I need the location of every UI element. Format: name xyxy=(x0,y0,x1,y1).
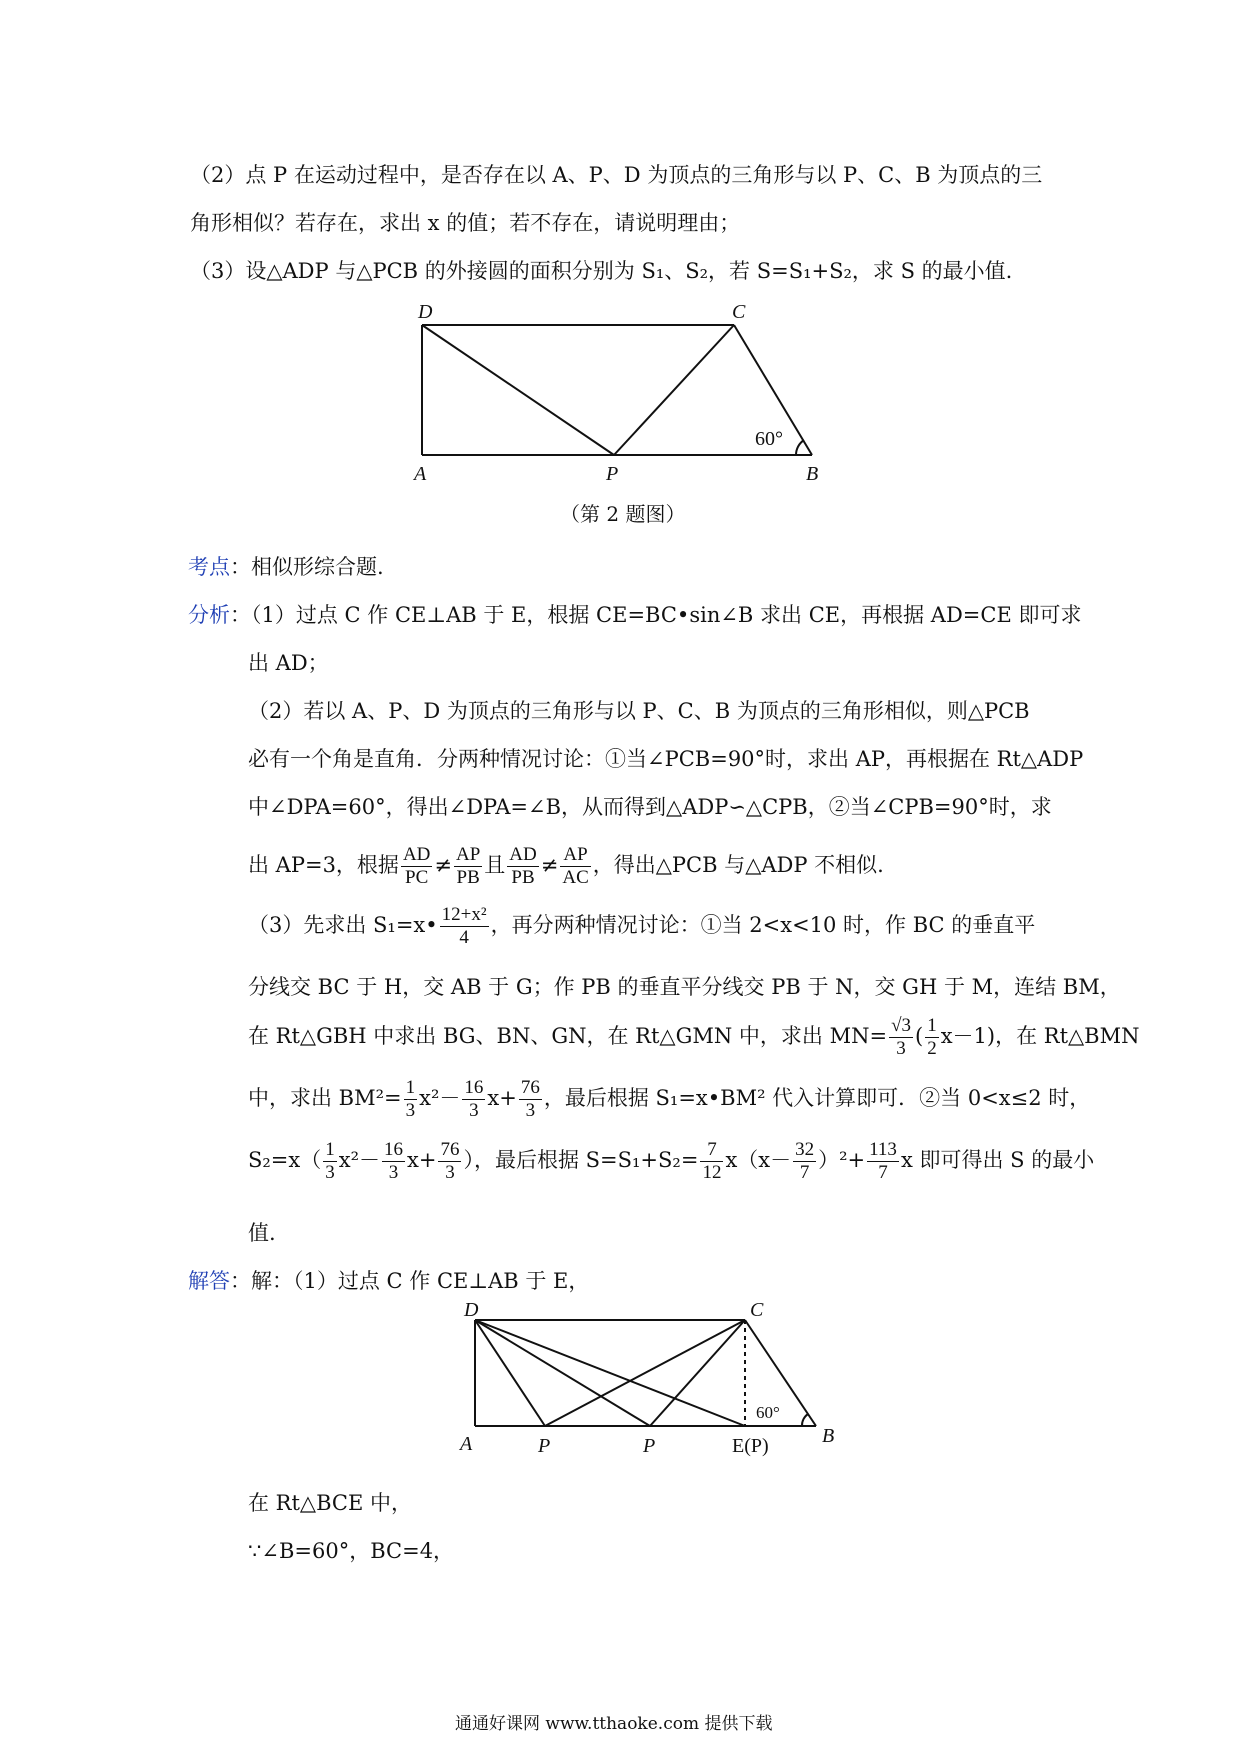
fenxi-line-1 xyxy=(188,600,1081,630)
label-A: A xyxy=(460,1433,473,1455)
fraction-numerator: √3 xyxy=(891,1015,911,1036)
label-B: B xyxy=(822,1425,835,1447)
fraction-32-7 xyxy=(793,1139,816,1184)
fraction-numerator: AP xyxy=(456,844,481,865)
fenxi-label: 分析 xyxy=(188,603,230,627)
kaodian-text: ：相似形综合题. xyxy=(230,555,384,579)
fraction-16-3 xyxy=(462,1077,485,1122)
fraction-numerator: 32 xyxy=(795,1139,815,1160)
fraction-numerator: 1 xyxy=(927,1015,937,1036)
fraction-1-3 xyxy=(323,1139,337,1184)
fraction-numerator: 113 xyxy=(869,1139,897,1160)
fraction-16-3 xyxy=(382,1139,405,1184)
fraction-ap-ac xyxy=(560,844,590,889)
fraction-denominator: PC xyxy=(405,867,429,888)
fraction-numerator: AP xyxy=(560,844,590,867)
fraction-denominator: 3 xyxy=(525,1100,536,1121)
fraction-7-12 xyxy=(700,1139,723,1184)
label-C: C xyxy=(750,1300,764,1321)
label-angle-60: 60° xyxy=(755,428,783,450)
fenxi-line-12: 值. xyxy=(248,1221,276,1245)
fraction-numerator: 16 xyxy=(384,1139,404,1160)
segment-DP1 xyxy=(475,1320,545,1426)
fenxi-line-6 xyxy=(248,840,884,890)
fraction-1-3 xyxy=(404,1077,418,1122)
fenxi-line-3: （2）若以 A、P、D 为顶点的三角形与以 P、C、B 为顶点的三角形相似，则△PCB xyxy=(248,699,1030,723)
fraction-76-3 xyxy=(519,1077,542,1122)
fraction-denominator: 7 xyxy=(799,1162,810,1183)
label-P: P xyxy=(606,463,619,485)
fraction-numerator: 16 xyxy=(464,1077,484,1098)
fraction-numerator: 76 xyxy=(520,1077,540,1098)
fenxi-11-text-d: ），最后根据 S=S₁+S₂= xyxy=(463,1148,699,1172)
figure-1-caption: （第 2 题图） xyxy=(560,502,686,526)
fraction-sqrt3-3 xyxy=(889,1015,913,1060)
fenxi-9-text-c: x－1)，在 Rt△BMN xyxy=(940,1024,1140,1048)
jieda-label: 解答 xyxy=(188,1269,230,1293)
label-C: C xyxy=(732,301,746,323)
fenxi-11-text-b: x²－ xyxy=(338,1148,381,1172)
fraction-ad-pb xyxy=(507,844,538,889)
fraction-denominator: 12 xyxy=(702,1162,722,1183)
jieda-line-3: ∵∠B=60°，BC=4， xyxy=(248,1539,455,1563)
fraction-denominator: 3 xyxy=(445,1162,455,1183)
fraction-numerator: 12+x² xyxy=(441,904,487,925)
label-D: D xyxy=(418,301,433,323)
fenxi-10-text-c: x+ xyxy=(487,1086,517,1110)
fenxi-10-text-d: ，最后根据 S₁=x•BM² 代入计算即可．②当 0<x≤2 时， xyxy=(543,1086,1091,1110)
kaodian-label: 考点 xyxy=(188,555,230,579)
fraction-numerator: 1 xyxy=(325,1139,335,1160)
fraction-denominator: 3 xyxy=(388,1162,399,1183)
fraction-denominator: 3 xyxy=(896,1038,906,1059)
fenxi-11-text-e: x（x－ xyxy=(725,1148,792,1172)
angle-arc xyxy=(802,1414,808,1426)
fenxi-11-text-g: x 即可得出 S 的最小 xyxy=(900,1148,1095,1172)
fraction-numerator: AD xyxy=(509,844,537,865)
fenxi-9-text-b: ( xyxy=(915,1024,924,1048)
fraction-denominator: PB xyxy=(511,867,535,888)
fenxi-line-5: 中∠DPA=60°，得出∠DPA=∠B，从而得到△ADP∽△CPB，②当∠CPB=90°时，求 xyxy=(248,795,1052,819)
segment-DP xyxy=(422,325,614,455)
fraction-denominator: PB xyxy=(456,867,480,888)
label-B: B xyxy=(806,463,819,485)
fenxi-11-text-f: ）²+ xyxy=(818,1148,866,1172)
question-3-line: （3）设△ADP 与△PCB 的外接圆的面积分别为 S₁、S₂，若 S=S₁+S₂，求 S 的最小值. xyxy=(190,259,1013,283)
fenxi-line-10 xyxy=(248,1072,1090,1124)
fenxi-text-1: ：（1）过点 C 作 CE⊥AB 于 E，根据 CE=BC•sin∠B 求出 CE，再根据 AD=CE 即可求 xyxy=(230,603,1082,627)
fenxi-7-text-b: ，再分两种情况讨论：①当 2<x<10 时，作 BC 的垂直平 xyxy=(490,913,1036,937)
fenxi-line-2: 出 AD； xyxy=(248,651,329,675)
fenxi-6-text-b: ，得出△PCB 与△ADP 不相似. xyxy=(592,853,884,877)
fraction-76-3 xyxy=(438,1139,461,1184)
fraction-1-2 xyxy=(925,1015,939,1060)
figure-2-diagram xyxy=(450,1300,850,1480)
fraction-denominator: 2 xyxy=(927,1038,937,1059)
question-2-line-1: （2）点 P 在运动过程中，是否存在以 A、P、D 为顶点的三角形与以 P、C、B 为顶点的三 xyxy=(190,163,1043,187)
segment-DE xyxy=(475,1320,745,1426)
fenxi-7-text-a: （3）先求出 S₁=x• xyxy=(248,913,438,937)
fraction-numerator: 7 xyxy=(700,1139,723,1162)
fenxi-line-8: 分线交 BC 于 H，交 AB 于 G；作 PB 的垂直平分线交 PB 于 N，交 GH 于 M，连结 BM， xyxy=(248,975,1121,999)
label-D: D xyxy=(464,1300,479,1321)
fenxi-10-text-b: x²－ xyxy=(419,1086,461,1110)
fenxi-line-9 xyxy=(248,1010,1140,1062)
fraction-113-7 xyxy=(867,1139,899,1184)
fenxi-6-text-a: 出 AP=3，根据 xyxy=(248,853,399,877)
fraction-ap-pb xyxy=(454,844,482,889)
fenxi-11-text-c: x+ xyxy=(407,1148,437,1172)
label-A: A xyxy=(414,463,427,485)
fraction-numerator: 76 xyxy=(440,1139,460,1160)
page-footer: 通通好课网 www.tthaoke.com 提供下载 xyxy=(455,1714,773,1734)
fenxi-line-11 xyxy=(248,1134,1094,1186)
fenxi-line-7 xyxy=(248,900,1035,950)
fenxi-11-text-a: S₂=x（ xyxy=(248,1148,322,1172)
figure-1-diagram xyxy=(400,300,860,500)
segment-P2C xyxy=(650,1320,745,1426)
fraction-numerator: 1 xyxy=(405,1077,416,1098)
fenxi-10-text-a: 中，求出 BM²= xyxy=(248,1086,402,1110)
angle-arc xyxy=(796,440,804,455)
fraction-denominator: 4 xyxy=(459,927,469,948)
kaodian-line xyxy=(188,552,384,582)
fraction-s1 xyxy=(440,904,489,949)
fraction-denominator: 3 xyxy=(405,1100,416,1121)
jieda-line-1 xyxy=(188,1266,589,1296)
question-2-line-2: 角形相似？若存在，求出 x 的值；若不存在，请说明理由； xyxy=(190,211,741,235)
jieda-text-1: ：解：（1）过点 C 作 CE⊥AB 于 E， xyxy=(230,1269,590,1293)
label-P1: P xyxy=(538,1435,551,1457)
fraction-numerator: AD xyxy=(402,844,431,865)
label-EP: E(P) xyxy=(732,1435,769,1457)
fraction-denominator: 7 xyxy=(878,1162,888,1183)
not-equal-sign: ≠ xyxy=(540,853,559,877)
fraction-denominator: 3 xyxy=(325,1162,335,1183)
label-P2: P xyxy=(643,1435,656,1457)
fraction-ad-pc xyxy=(401,844,432,889)
segment-PC xyxy=(614,325,734,455)
fraction-denominator: AC xyxy=(562,867,589,888)
segment-DP2 xyxy=(475,1320,650,1426)
fraction-denominator: 3 xyxy=(469,1100,479,1121)
fenxi-9-text-a: 在 Rt△GBH 中求出 BG、BN、GN，在 Rt△GMN 中，求出 MN= xyxy=(248,1024,888,1048)
and-word: 且 xyxy=(484,853,506,877)
jieda-line-2: 在 Rt△BCE 中， xyxy=(248,1491,412,1515)
segment-P1C xyxy=(545,1320,745,1426)
not-equal-sign: ≠ xyxy=(434,853,452,877)
fenxi-line-4: 必有一个角是直角．分两种情况讨论：①当∠PCB=90°时，求出 AP，再根据在 Rt△ADP xyxy=(248,747,1084,771)
label-angle-60: 60° xyxy=(756,1403,780,1422)
